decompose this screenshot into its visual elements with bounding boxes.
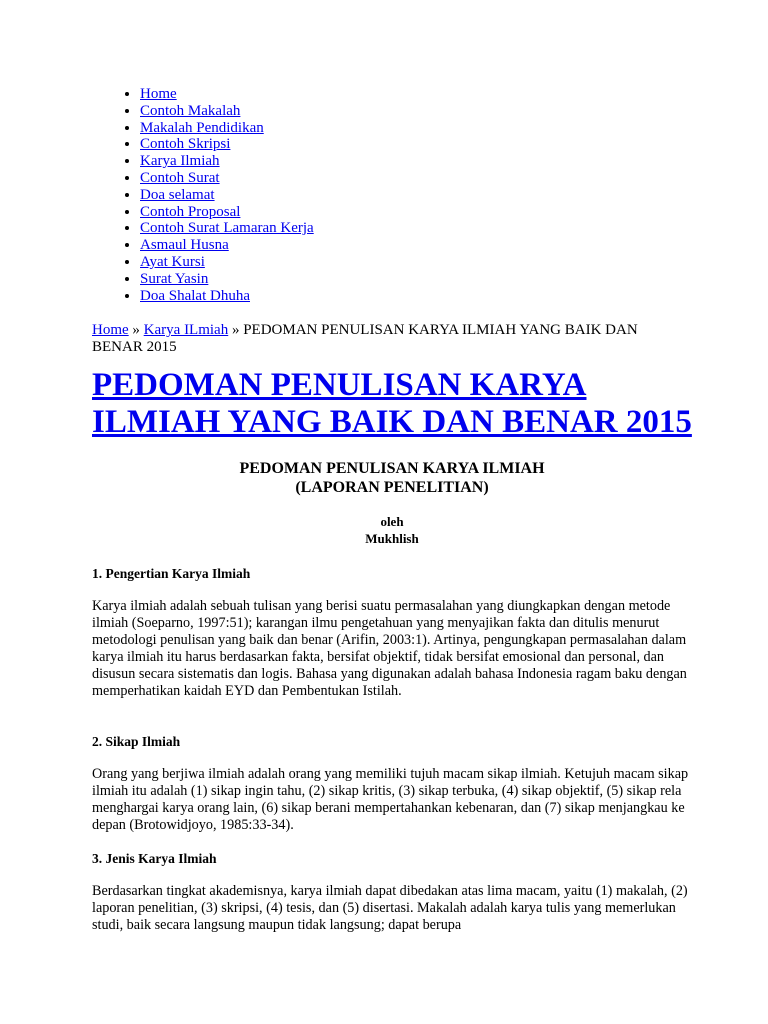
nav-link-makalah-pendidikan[interactable]: Makalah Pendidikan	[140, 119, 264, 136]
nav-item-ayat-kursi	[140, 254, 314, 271]
article-byline	[92, 513, 692, 547]
section-paragraph: Berdasarkan tingkat akademisnya, karya ilmiah dapat dibedakan atas lima macam, yaitu (1) makalah, (2) laporan penelitian, (3) skripsi, (4) tesis, dan (5) disertasi. Makalah adalah karya tulis yang memerlukan studi, baik secara langsung maupun tidak langsung; dapat berupa	[92, 883, 688, 933]
breadcrumb-category-link[interactable]: Karya ILmiah	[143, 322, 229, 338]
nav-item-doa-selamat	[140, 187, 314, 204]
nav-item-doa-shalat-dhuha	[140, 288, 314, 305]
nav-link-karya-ilmiah[interactable]: Karya Ilmiah	[140, 153, 220, 170]
nav-item-makalah-pendidikan	[140, 120, 314, 137]
breadcrumb-separator: »	[231, 322, 240, 338]
nav-link-contoh-makalah[interactable]: Contoh Makalah	[140, 102, 241, 119]
nav-link-surat-yasin[interactable]: Surat Yasin	[140, 270, 209, 287]
subtitle-line-1: PEDOMAN PENULISAN KARYA ILMIAH	[239, 460, 545, 477]
nav-item-home	[140, 86, 314, 103]
nav-link-doa-shalat-dhuha[interactable]: Doa Shalat Dhuha	[140, 287, 250, 304]
nav-item-karya-ilmiah	[140, 153, 314, 170]
article-subtitle	[92, 459, 692, 497]
section-paragraph: Orang yang berjiwa ilmiah adalah orang yang memiliki tujuh macam sikap ilmiah. Ketujuh macam sikap ilmiah itu adalah (1) sikap ingin tahu, (2) sikap kritis, (3) sikap terbuka, (4) sikap objektif, (5) sikap rela menghargai karya orang lain, (6) sikap berani mempertahankan kebenaran, dan (7) sikap menjangkau ke depan (Brotowidjoyo, 1985:33-34).	[92, 766, 689, 833]
nav-link-contoh-surat-lamaran-kerja[interactable]: Contoh Surat Lamaran Kerja	[140, 220, 314, 237]
nav-item-surat-yasin	[140, 271, 314, 288]
nav-link-contoh-proposal[interactable]: Contoh Proposal	[140, 203, 241, 220]
breadcrumb	[92, 322, 682, 356]
section-heading: 3. Jenis Karya Ilmiah	[92, 851, 217, 866]
section-heading: 2. Sikap Ilmiah	[92, 734, 181, 749]
nav-link-asmaul-husna[interactable]: Asmaul Husna	[140, 237, 229, 254]
article-title-link[interactable]: PEDOMAN PENULISAN KARYA ILMIAH YANG BAIK DAN BENAR 2015	[92, 367, 692, 440]
nav-item-contoh-proposal	[140, 204, 314, 221]
nav-link-contoh-skripsi[interactable]: Contoh Skripsi	[140, 136, 231, 153]
nav-item-asmaul-husna	[140, 237, 314, 254]
section-heading: 1. Pengertian Karya Ilmiah	[92, 566, 251, 581]
nav-link-home[interactable]: Home	[140, 86, 177, 102]
breadcrumb-home-link[interactable]: Home	[92, 322, 129, 338]
nav-item-contoh-surat-lamaran-kerja	[140, 220, 314, 237]
nav-item-contoh-surat	[140, 170, 314, 187]
nav-link-doa-selamat[interactable]: Doa selamat	[140, 186, 215, 203]
nav-link-contoh-surat[interactable]: Contoh Surat	[140, 169, 220, 186]
site-nav-list	[92, 86, 314, 304]
section-paragraph: Karya ilmiah adalah sebuah tulisan yang berisi suatu permasalahan yang diungkapkan dengan metode ilmiah (Soeparno, 1997:51); karangan ilmu pengetahuan yang menyajikan fakta dan ditulis menurut metodologi penulisan yang baik dan benar (Arifin, 2003:1). Artinya, pengungkapan permasalahan dalam karya ilmiah itu harus berdasarkan fakta, bersifat objektif, tidak bersifat emosional dan personal, dan disusun secara sistematis dan logis. Bahasa yang digunakan adalah bahasa Indonesia ragam baku dengan memperhatikan kaidah EYD dan Pembentukan Istilah.	[92, 598, 687, 699]
nav-link-ayat-kursi[interactable]: Ayat Kursi	[140, 253, 205, 270]
article-title	[92, 367, 712, 441]
breadcrumb-current: PEDOMAN PENULISAN KARYA ILMIAH YANG BAIK DAN BENAR 2015	[92, 322, 638, 355]
subtitle-line-2: (LAPORAN PENELITIAN)	[295, 479, 489, 496]
author-name: Mukhlish	[365, 531, 419, 546]
nav-item-contoh-skripsi	[140, 136, 314, 153]
breadcrumb-separator: »	[132, 322, 140, 338]
by-label: oleh	[380, 514, 404, 529]
nav-item-contoh-makalah	[140, 103, 314, 120]
